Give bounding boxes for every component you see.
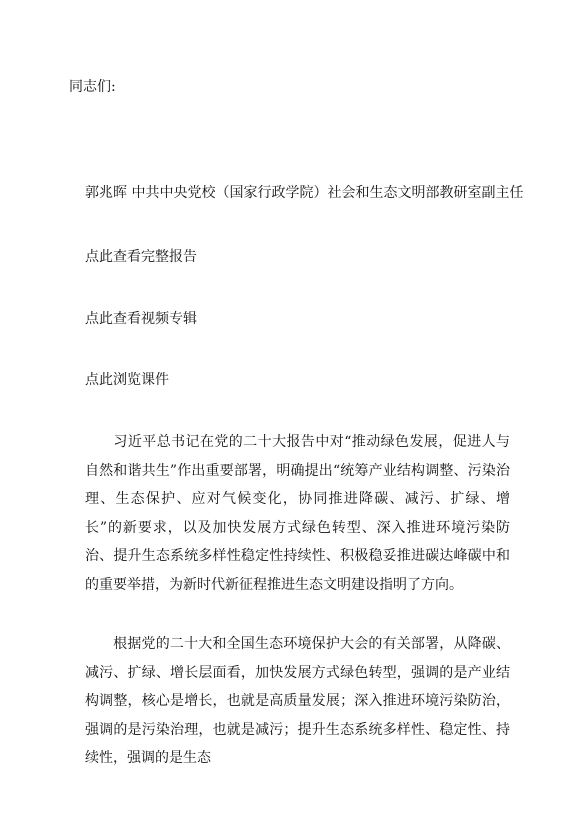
body-paragraph-1 bbox=[85, 428, 510, 599]
view-full-report-link[interactable]: 点此查看完整报告 bbox=[85, 249, 197, 265]
paragraph-text: 根据党的二十大和全国生态环境保护大会的有关部署，从降碳、减污、扩绿、增长层面看，加快发展方式绿色转型，强调的是产业结构调整，核心是增长，也就是高质量发展；深入推进环境污染防治，强调的是污染治理，也就是减污；提升生态系统多样性、稳定性、持续性，强调的是生态 bbox=[85, 636, 510, 766]
browse-courseware-link[interactable]: 点此浏览课件 bbox=[85, 372, 169, 388]
body-paragraph-2 bbox=[85, 630, 510, 773]
greeting: 同志们: bbox=[69, 79, 116, 95]
paragraph-text: 习近平总书记在党的二十大报告中对“推动绿色发展，促进人与自然和谐共生”作出重要部署，明确提出“统筹产业结构调整、污染治理、生态保护、应对气候变化，协同推进降碳、减污、扩绿、增长”的新要求，以及加快发展方式绿色转型、深入推进环境污染防治、提升生态系统多样性稳定性持续性、积极稳妥推进碳达峰碳中和的重要举措，为新时代新征程推进生态文明建设指明了方向。 bbox=[85, 434, 510, 593]
view-video-album-link[interactable]: 点此查看视频专辑 bbox=[85, 311, 197, 327]
author-line: 郭兆晖 中共中央党校（国家行政学院）社会和生态文明部教研室副主任 bbox=[85, 185, 524, 201]
